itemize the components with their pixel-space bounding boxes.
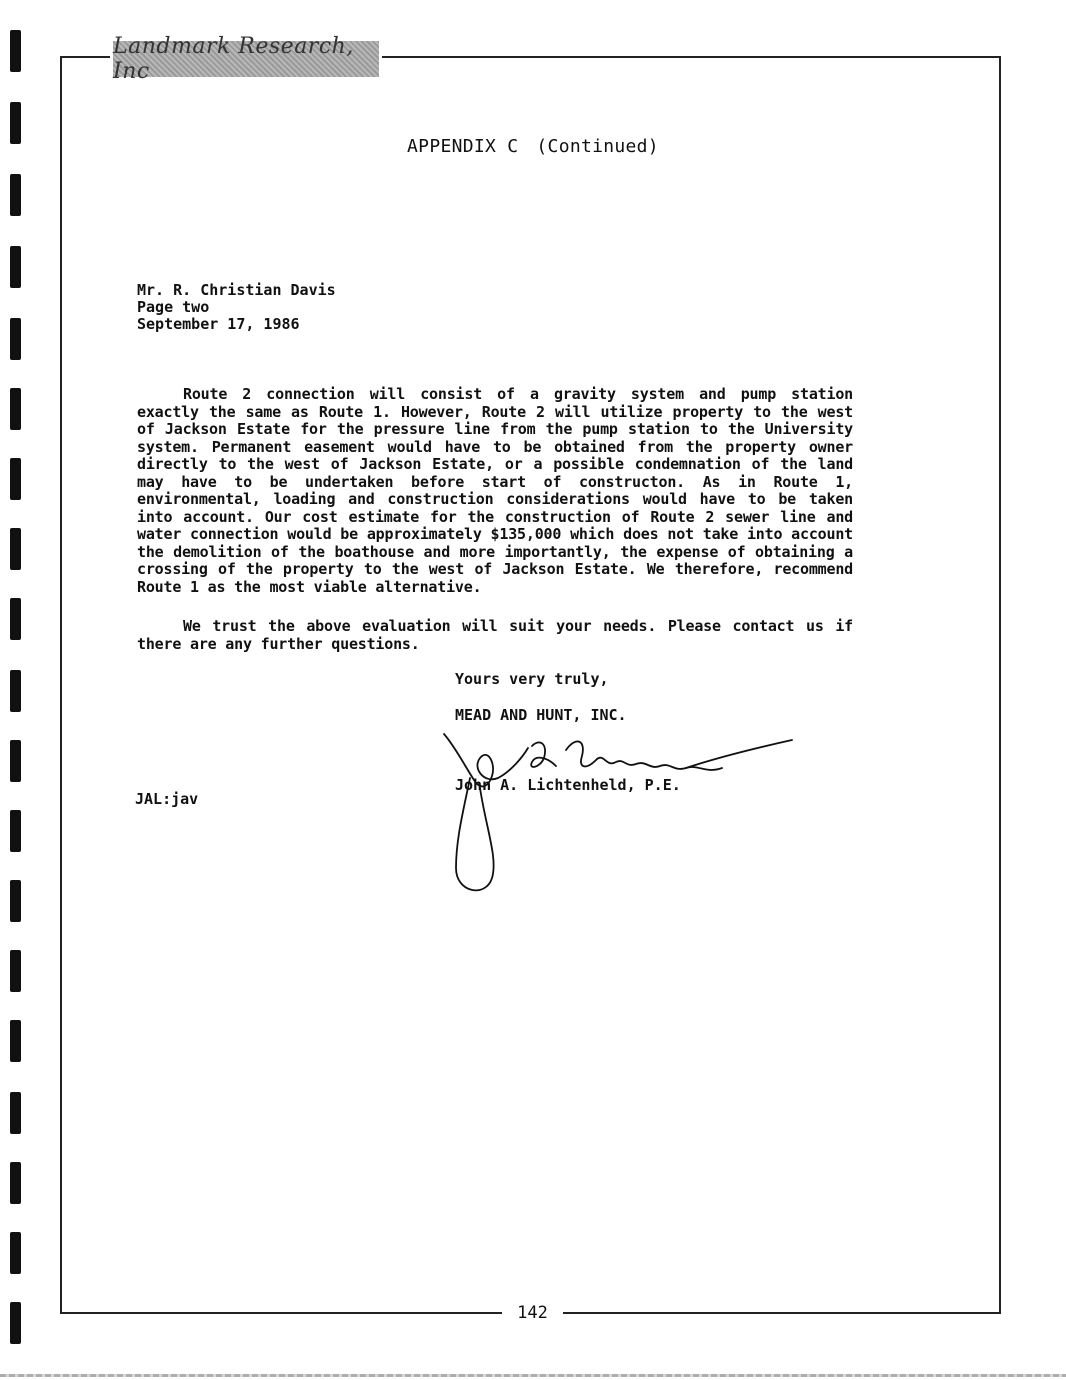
frame-border-bottom-right <box>563 1312 1001 1314</box>
frame-border-right <box>999 56 1001 1314</box>
appendix-title-suffix: (Continued) <box>536 136 659 157</box>
page-heading <box>0 136 1066 157</box>
company-name: MEAD AND HUNT, INC. <box>455 706 627 724</box>
page-number: 142 <box>517 1303 548 1323</box>
appendix-title: APPENDIX C <box>407 136 519 157</box>
frame-border-top-right <box>382 56 1000 58</box>
page-label: Page two <box>137 298 210 316</box>
frame-border-bottom-left <box>60 1312 502 1314</box>
reference-initials: JAL:jav <box>135 790 199 808</box>
recipient-name: Mr. R. Christian Davis <box>137 281 336 299</box>
address-block <box>137 282 336 333</box>
body-paragraph-2: We trust the above evaluation will suit your needs. Please contact us if there are any further questions. <box>137 617 853 653</box>
body-paragraph-1: Route 2 connection will consist of a gravity system and pump station exactly the same as Route 1. However, Route 2 will utilize property to the west of Jackson Estate for the pressure line from the pump station to the University system. Permanent easement would have to be obtained from the property owner directly to the west of Jackson Estate, or a possible condemnation of the land may have to be undertaken before start of constructon. As in Route 1, environmental, loading and construction considerations would have to be taken into account. Our cost estimate for the construction of Route 2 sewer line and water connection would be approximately $135,000 which does not take into account the demolition of the boathouse and more importantly, the expense of obtaining a crossing of the property to the west of Jackson Estate. We therefore, recommend Route 1 as the most viable alternative. <box>137 385 853 596</box>
frame-border-top-left <box>60 56 110 58</box>
signer-name: John A. Lichtenheld, P.E. <box>455 776 681 794</box>
company-logo: Landmark Research, Inc <box>113 41 379 77</box>
closing-salutation: Yours very truly, <box>455 670 609 688</box>
letter-date: September 17, 1986 <box>137 315 300 333</box>
scan-edge <box>0 1374 1066 1377</box>
frame-border-left <box>60 56 62 1314</box>
binding-holes <box>10 30 24 1370</box>
handwritten-signature <box>436 728 796 898</box>
